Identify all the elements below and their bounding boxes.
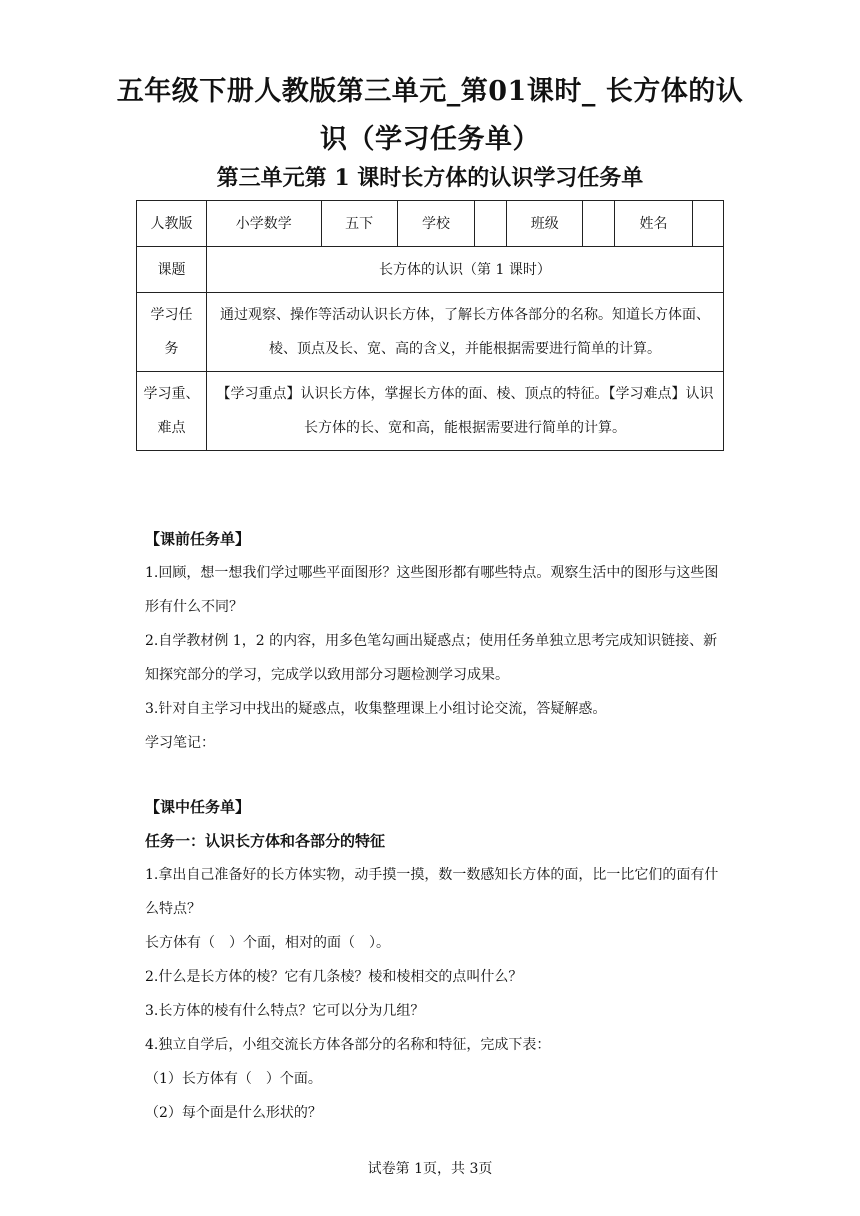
table-cell: 人教版 [137, 201, 207, 247]
class-field[interactable] [583, 201, 615, 247]
focus-value: 【学习重点】认识长方体，掌握长方体的面、棱、顶点的特征。【学习难点】认识长方体的长、宽和高，能根据需要进行简单的计算。 [206, 372, 723, 451]
fill-blank-item: （1）长方体有（ ）个面。 [145, 1071, 322, 1087]
in-class-heading: 【课中任务单】 [145, 798, 251, 816]
topic-value: 长方体的认识（第 1 课时） [206, 247, 723, 293]
list-item: 2.什么是长方体的棱？它有几条棱？棱和棱相交的点叫什么？ [145, 969, 523, 985]
page-footer: 试卷第 1页，共 3页 [367, 1161, 493, 1177]
list-item: 1.回顾，想一想我们学过哪些平面图形？这些图形都有哪些特点。观察生活中的图形与这些图形有什么不同？ [145, 565, 719, 615]
table-cell: 学校 [397, 201, 475, 247]
list-item: 3.长方体的棱有什么特点？它可以分为几组？ [145, 1003, 425, 1019]
table-cell: 小学数学 [206, 201, 321, 247]
name-field[interactable] [692, 201, 723, 247]
topic-label: 课题 [137, 247, 207, 293]
task-label: 学习任务 [137, 293, 207, 372]
list-item: （2）每个面是什么形状的？ [145, 1105, 322, 1121]
table-row [137, 247, 724, 293]
school-field[interactable] [475, 201, 507, 247]
focus-label: 学习重、难点 [137, 372, 207, 451]
study-notes-label: 学习笔记： [145, 735, 215, 751]
list-item: 1.拿出自己准备好的长方体实物，动手摸一摸，数一数感知长方体的面，比一比它们的面有什么特点？ [145, 867, 719, 917]
pre-class-section [145, 522, 725, 760]
table-cell: 班级 [507, 201, 583, 247]
list-item: 3.针对自主学习中找出的疑惑点，收集整理课上小组讨论交流，答疑解惑。 [145, 701, 607, 717]
table-cell: 姓名 [615, 201, 693, 247]
worksheet-subtitle: 第三单元第 1 课时长方体的认识学习任务单 [216, 165, 644, 191]
in-class-section [145, 790, 725, 1130]
table-row [137, 201, 724, 247]
list-item: 4.独立自学后，小组交流长方体各部分的名称和特征，完成下表： [145, 1037, 551, 1053]
document-title: 五年级下册人教版第三单元_第01课时_ 长方体的认识（学习任务单） [116, 76, 744, 155]
pre-class-heading: 【课前任务单】 [145, 530, 251, 548]
fill-blank-item: 长方体有（ ）个面，相对的面（ ）。 [145, 935, 390, 951]
info-table [136, 200, 724, 451]
task-value: 通过观察、操作等活动认识长方体，了解长方体各部分的名称。知道长方体面、棱、顶点及长、宽、高的含义，并能根据需要进行简单的计算。 [206, 293, 723, 372]
task1-title: 任务一：认识长方体和各部分的特征 [145, 832, 386, 850]
table-row [137, 293, 724, 372]
table-cell: 五下 [321, 201, 397, 247]
table-row [137, 372, 724, 451]
list-item: 2.自学教材例 1，2 的内容，用多色笔勾画出疑惑点；使用任务单独立思考完成知识链接、新知探究部分的学习，完成学以致用部分习题检测学习成果。 [145, 633, 718, 683]
